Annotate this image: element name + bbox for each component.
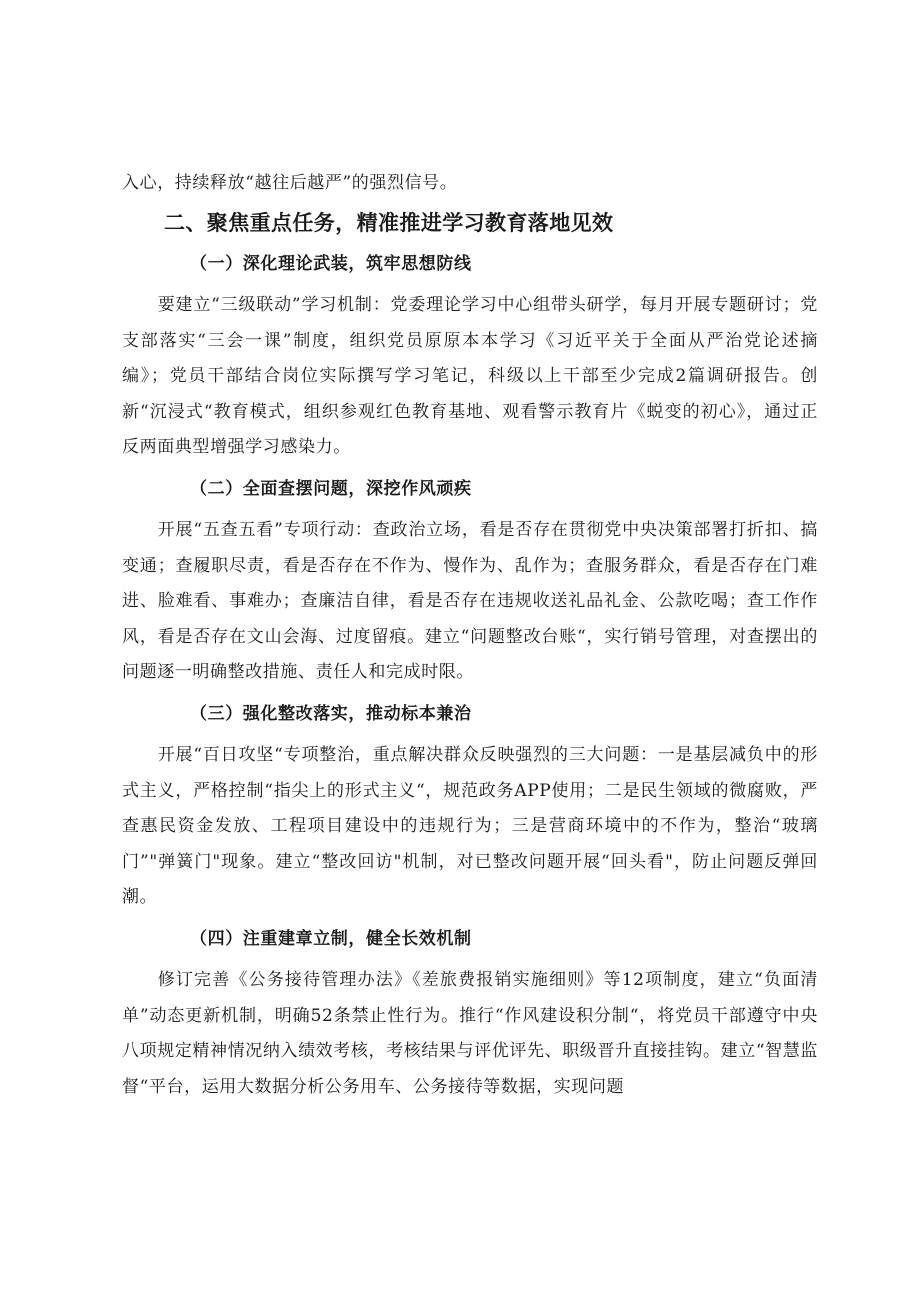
section-title: 二、聚焦重点任务，精准推进学习教育落地见效 <box>164 210 614 235</box>
subsection-title-1: （一）深化理论武装，筑牢思想防线 <box>190 253 472 274</box>
subsection-title-4: （四）注重建章立制，健全长效机制 <box>190 928 472 949</box>
opening-paragraph: 入心，持续释放“越往后越严”的强烈信号。 <box>122 173 458 193</box>
subsection-title-3: （三）强化整改落实，推动标本兼治 <box>190 703 472 724</box>
document-body <box>122 166 818 1105</box>
subsection-body-4: 修订完善《公务接待管理办法》《差旅费报销实施细则》等12项制度，建立“负面清单”动态更新机制，明确52条禁止性行为。推行“作风建设积分制“，将党员干部遵守中央八项规定精神情况纳入绩效考核，考核结果与评优评先、职级晋升直接挂钩。建立“智慧监督“平台，运用大数据分析公务用车、公务接待等数据，实现问题 <box>122 970 818 1097</box>
subsection-body-3: 开展“百日攻坚“专项整治，重点解决群众反映强烈的三大问题：一是基层减负中的形式主义，严格控制“指尖上的形式主义“，规范政务APP使用；二是民生领域的微腐败，严查惠民资金发放、工程项目建设中的违规行为；三是营商环境中的不作为，整治“玻璃门”"弹簧门"现象。建立“整改回访"机制，对已整改问题开展“回头看"，防止问题反弹回潮。 <box>122 745 818 907</box>
subsection-body-1: 要建立“三级联动”学习机制：党委理论学习中心组带头研学，每月开展专题研讨；党支部落实“三会一课”制度，组织党员原原本本学习《习近平关于全面从严治党论述摘编》；党员干部结合岗位实际撰写学习笔记，科级以上干部至少完成2篇调研报告。创新“沉浸式“教育模式，组织参观红色教育基地、观看警示教育片《蜕变的初心》，通过正反两面典型增强学习感染力。 <box>122 295 818 457</box>
subsection-body-2: 开展“五查五看”专项行动：查政治立场，看是否存在贯彻党中央决策部署打折扣、搞变通；查履职尽责，看是否存在不作为、慢作为、乱作为；查服务群众，看是否存在门难进、脸难看、事难办；查廉洁自律，看是否存在违规收送礼品礼金、公款吃喝；查工作作风，看是否存在文山会海、过度留痕。建立“问题整改台账“，实行销号管理，对查摆出的问题逐一明确整改措施、责任人和完成时限。 <box>122 520 818 682</box>
subsection-title-2: （二）全面查摆问题，深挖作风顽疾 <box>190 478 472 499</box>
